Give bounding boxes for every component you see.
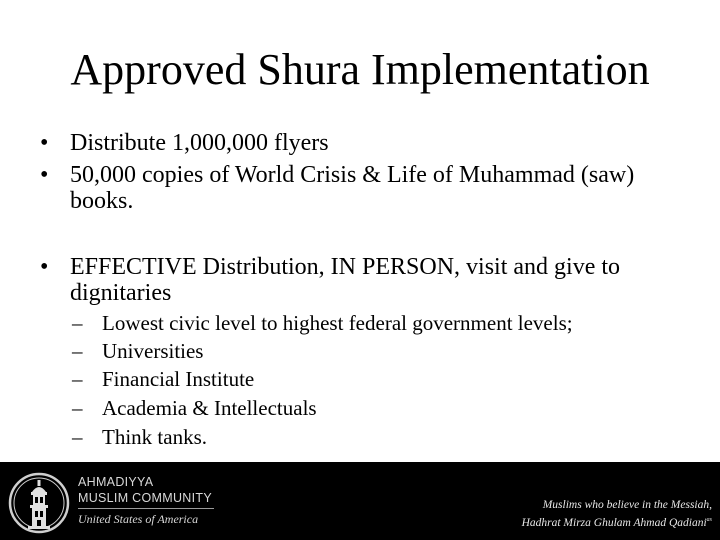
- bullet-marker: •: [40, 162, 49, 188]
- organization-name: [78, 474, 214, 527]
- sub-bullet-item: [72, 423, 682, 451]
- bullet-item: [40, 130, 670, 156]
- bullet-marker: •: [40, 130, 49, 156]
- bullet-item: [40, 162, 670, 214]
- sub-bullet-marker: –: [72, 311, 83, 335]
- divider: [78, 508, 214, 509]
- sub-bullet-marker: –: [72, 396, 83, 420]
- sub-bullet-item: [72, 309, 682, 337]
- sub-bullet-item: [72, 337, 682, 365]
- footer-tagline: [522, 498, 712, 531]
- org-country: United States of America: [78, 512, 199, 526]
- sub-bullet-text: Universities: [102, 339, 204, 363]
- bullet-text: EFFECTIVE Distribution, IN PERSON, visit and give to dignitaries: [70, 254, 621, 306]
- tagline-honorific: as: [706, 517, 712, 523]
- tagline-line1: Muslims who believe in the Messiah,: [542, 499, 712, 511]
- sub-bullet-marker: –: [72, 425, 83, 449]
- org-name-line2: MUSLIM COMMUNITY: [78, 491, 212, 505]
- minaret-icon: [8, 470, 70, 536]
- sub-bullet-marker: –: [72, 367, 83, 391]
- org-name-line1: AHMADIYYA: [78, 475, 154, 489]
- sub-bullet-item: [72, 394, 682, 422]
- sub-bullet-item: [72, 365, 682, 393]
- sub-bullet-text: Lowest civic level to highest federal government levels;: [102, 311, 573, 335]
- slide-title: Approved Shura Implementation: [70, 45, 650, 94]
- tagline-line2: [522, 513, 712, 531]
- sub-bullet-text: Academia & Intellectuals: [102, 396, 317, 420]
- sub-bullet-text: Think tanks.: [102, 425, 207, 449]
- bullet-item: [40, 254, 670, 306]
- sub-bullet-text: Financial Institute: [102, 367, 255, 391]
- footer-banner: [0, 462, 720, 540]
- bullet-text: 50,000 copies of World Crisis & Life of Muhammad (saw) books.: [70, 162, 635, 214]
- bullet-marker: •: [40, 254, 49, 280]
- bullet-text: Distribute 1,000,000 flyers: [70, 130, 329, 156]
- tagline-line2-text: Hadhrat Mirza Ghulam Ahmad Qadiani: [521, 516, 707, 529]
- sub-bullet-marker: –: [72, 339, 83, 363]
